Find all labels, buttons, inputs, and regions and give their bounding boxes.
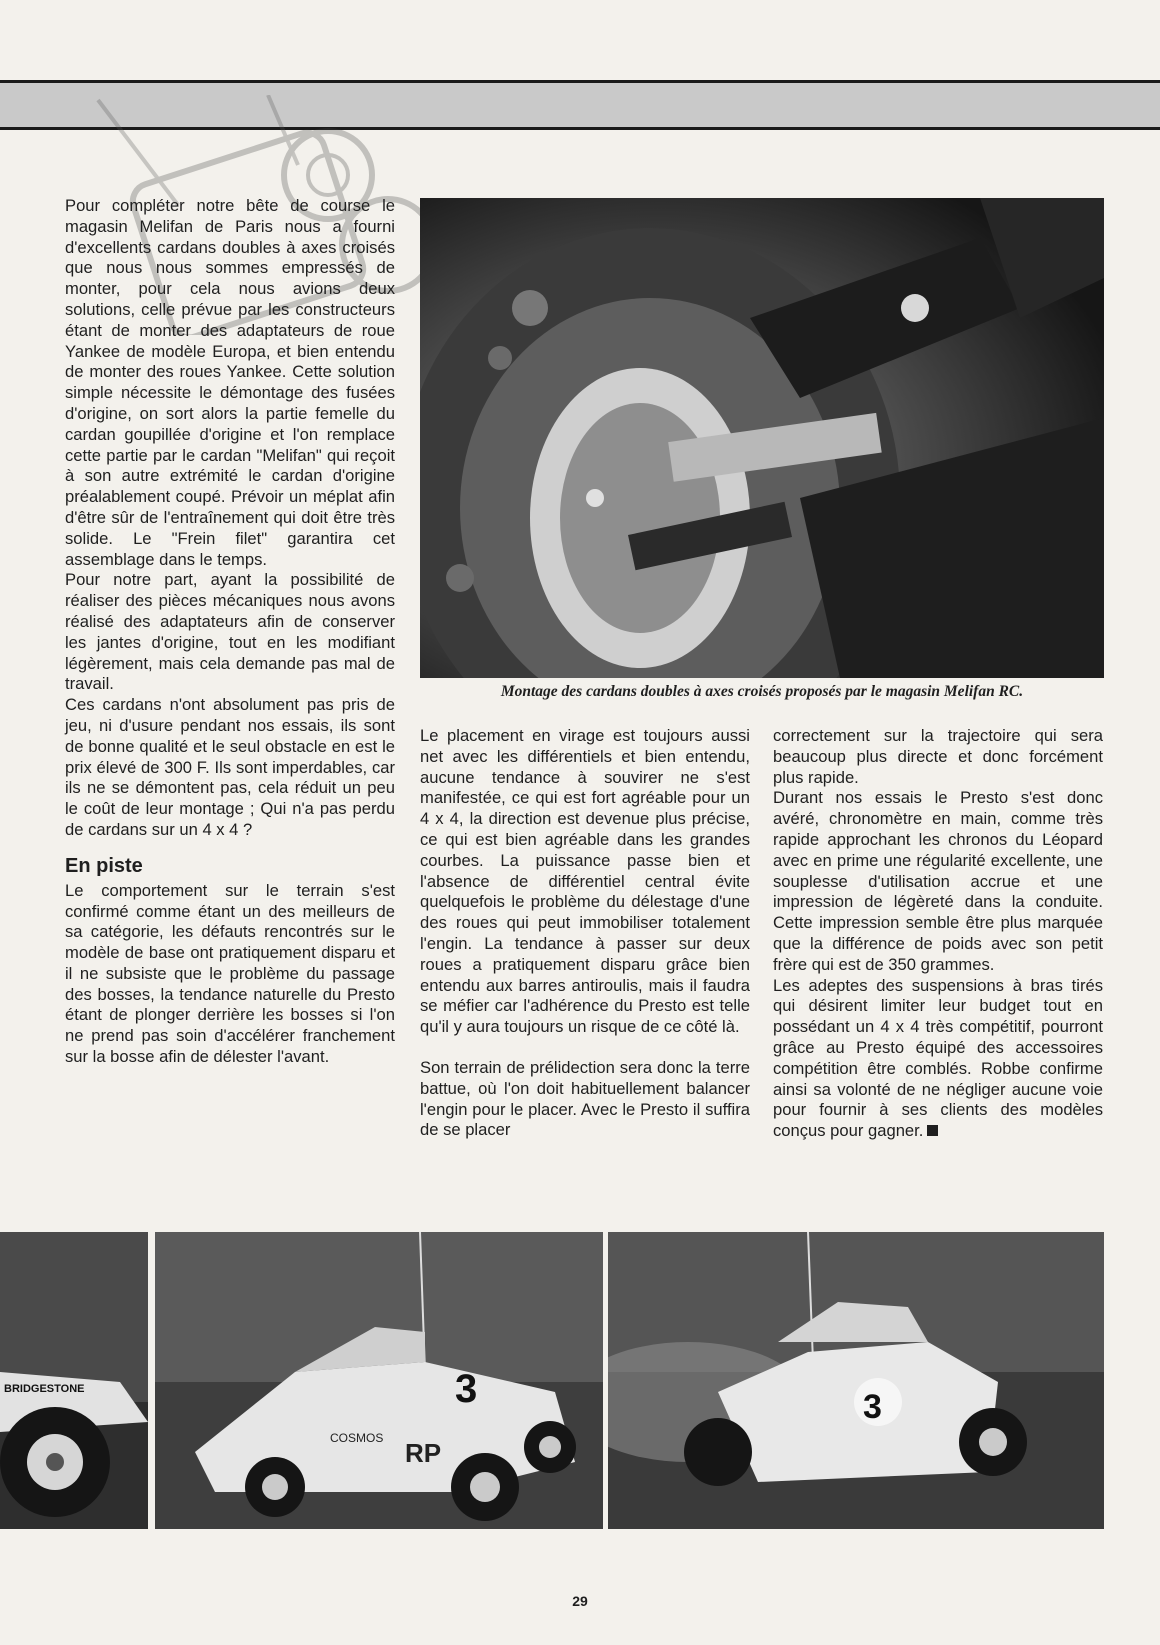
paragraph: Les adeptes des suspensions à bras tirés qui désirent limiter leur budget tout en possédant un 4 x 4 très compétitif, pourront grâce au Presto équipé des accessoires compétition être comblés. Robbe confirme ainsi sa volonté de ne négliger aucune voie pour fournir à ses clients des modèles conçus pour gagner. — [773, 975, 1103, 1141]
paragraph: Son terrain de prélidection sera donc la terre battue, où l'on doit habituellement balancer l'engin pour le placer. Avec le Presto il suffira de se placer — [420, 1057, 750, 1140]
paragraph: Le placement en virage est toujours aussi net avec les différentiels et bien entendu, aucune tendance à souvirer ne s'est manifestée, ce qui est fort agréable pour un 4 x 4, la direction est devenue plus précise, ce qui est bien agréable dans les grandes courbes. La puissance passe bien et l'absence de différentiel central évite quelquefois le problème du délestage d'une des roues qui peut immobiliser totalement l'engin. La tendance à passer sur deux roues a pratiquement disparu grâce bien entendu aux barres antiroulis, mais il faudra se méfier car l'adhérence du Presto est telle qu'il y aura toujours un risque de ce côté là. — [420, 726, 750, 1037]
paragraph: Pour notre part, ayant la possibilité de réaliser des pièces mécaniques nous avons réalisé des adaptateurs afin de conserver les jantes d'origine, tout en les modifiant légèrement, mais cela demande pas mal de travail. — [65, 570, 395, 694]
paragraph: Ces cardans n'ont absolument pas pris de jeu, ni d'usure pendant nos essais, ils sont de bonne qualité et le seul obstacle en est le prix élevé de 300 F. Ils sont imperdables, car ils ne se démontent pas, cela réduit un peu le coût de leur montage ; Qui n'a pas perdu de cardans sur un 4 x 4 ? — [65, 695, 395, 839]
rp-label: RP — [405, 1438, 442, 1468]
sponsor-label: BRIDGESTONE — [4, 1383, 85, 1395]
article-column-1 — [65, 196, 395, 1068]
article-column-3 — [773, 726, 1103, 1142]
paragraph: correctement sur la trajectoire qui sera beaucoup plus directe et donc forcément plus rapide. — [773, 726, 1103, 787]
photo-car-wheel — [0, 1232, 148, 1529]
photo-caption: Montage des cardans doubles à axes croisés proposés par le magasin Melifan RC. — [500, 683, 1024, 700]
photo-car-on-grass — [155, 1232, 603, 1529]
photo-car-racing — [608, 1232, 1104, 1529]
car-number: 3 — [455, 1367, 478, 1411]
photo-cardan-mounting — [420, 198, 1104, 678]
page-number: 29 — [572, 1593, 588, 1609]
car-number: 3 — [863, 1388, 882, 1426]
paragraph: Durant nos essais le Presto s'est donc avéré, chronomètre en main, comme très rapide approchant les chronos du Léopard avec en prime une régularité excellente, une souplesse d'utilisation accrue et une impression de légèreté dans la conduite. Cette impression semble être plus marquée que la différence de poids avec son petit frère qui est de 350 grammes. — [773, 788, 1103, 974]
article-column-2 — [420, 726, 750, 1141]
paragraph: Le comportement sur le terrain s'est confirmé comme étant un des meilleurs de sa catégorie, les défauts rencontrés sur le modèle de base ont pratiquement disparu et il ne subsiste que le problème du passage des bosses, la tendance naturelle du Presto étant de plonger derrière les bosses si l'on ne prend pas soin d'accélérer franchement sur la bosse afin de délester l'avant. — [65, 880, 395, 1067]
section-heading: En piste — [65, 854, 143, 877]
end-of-article-mark — [927, 1125, 938, 1136]
paragraph: Pour compléter notre bête de course le magasin Melifan de Paris nous a fourni d'excellents cardans doubles à axes croisés que nous nous sommes empressés de monter, pour cela nous avions deux solutions, celle prévue par les constructeurs étant de monter des adaptateurs de roue Yankee de modèle Europa, et bien entendu de monter des roues Yankee. Cette solution simple nécessite le démontage des fusées d'origine, on sort alors la partie femelle du cardan goupillée d'origine et l'on remplace cette partie par le cardan "Melifan" qui reçoit à son autre extrémité le cardan d'origine préalablement coupé. Prévoir un méplat afin d'être sûr de l'entraînement qui doit être très solide. Le "Frein filet" garantira cet assemblage dans le temps. — [65, 196, 395, 569]
cosmos-label: COSMOS — [330, 1431, 384, 1445]
